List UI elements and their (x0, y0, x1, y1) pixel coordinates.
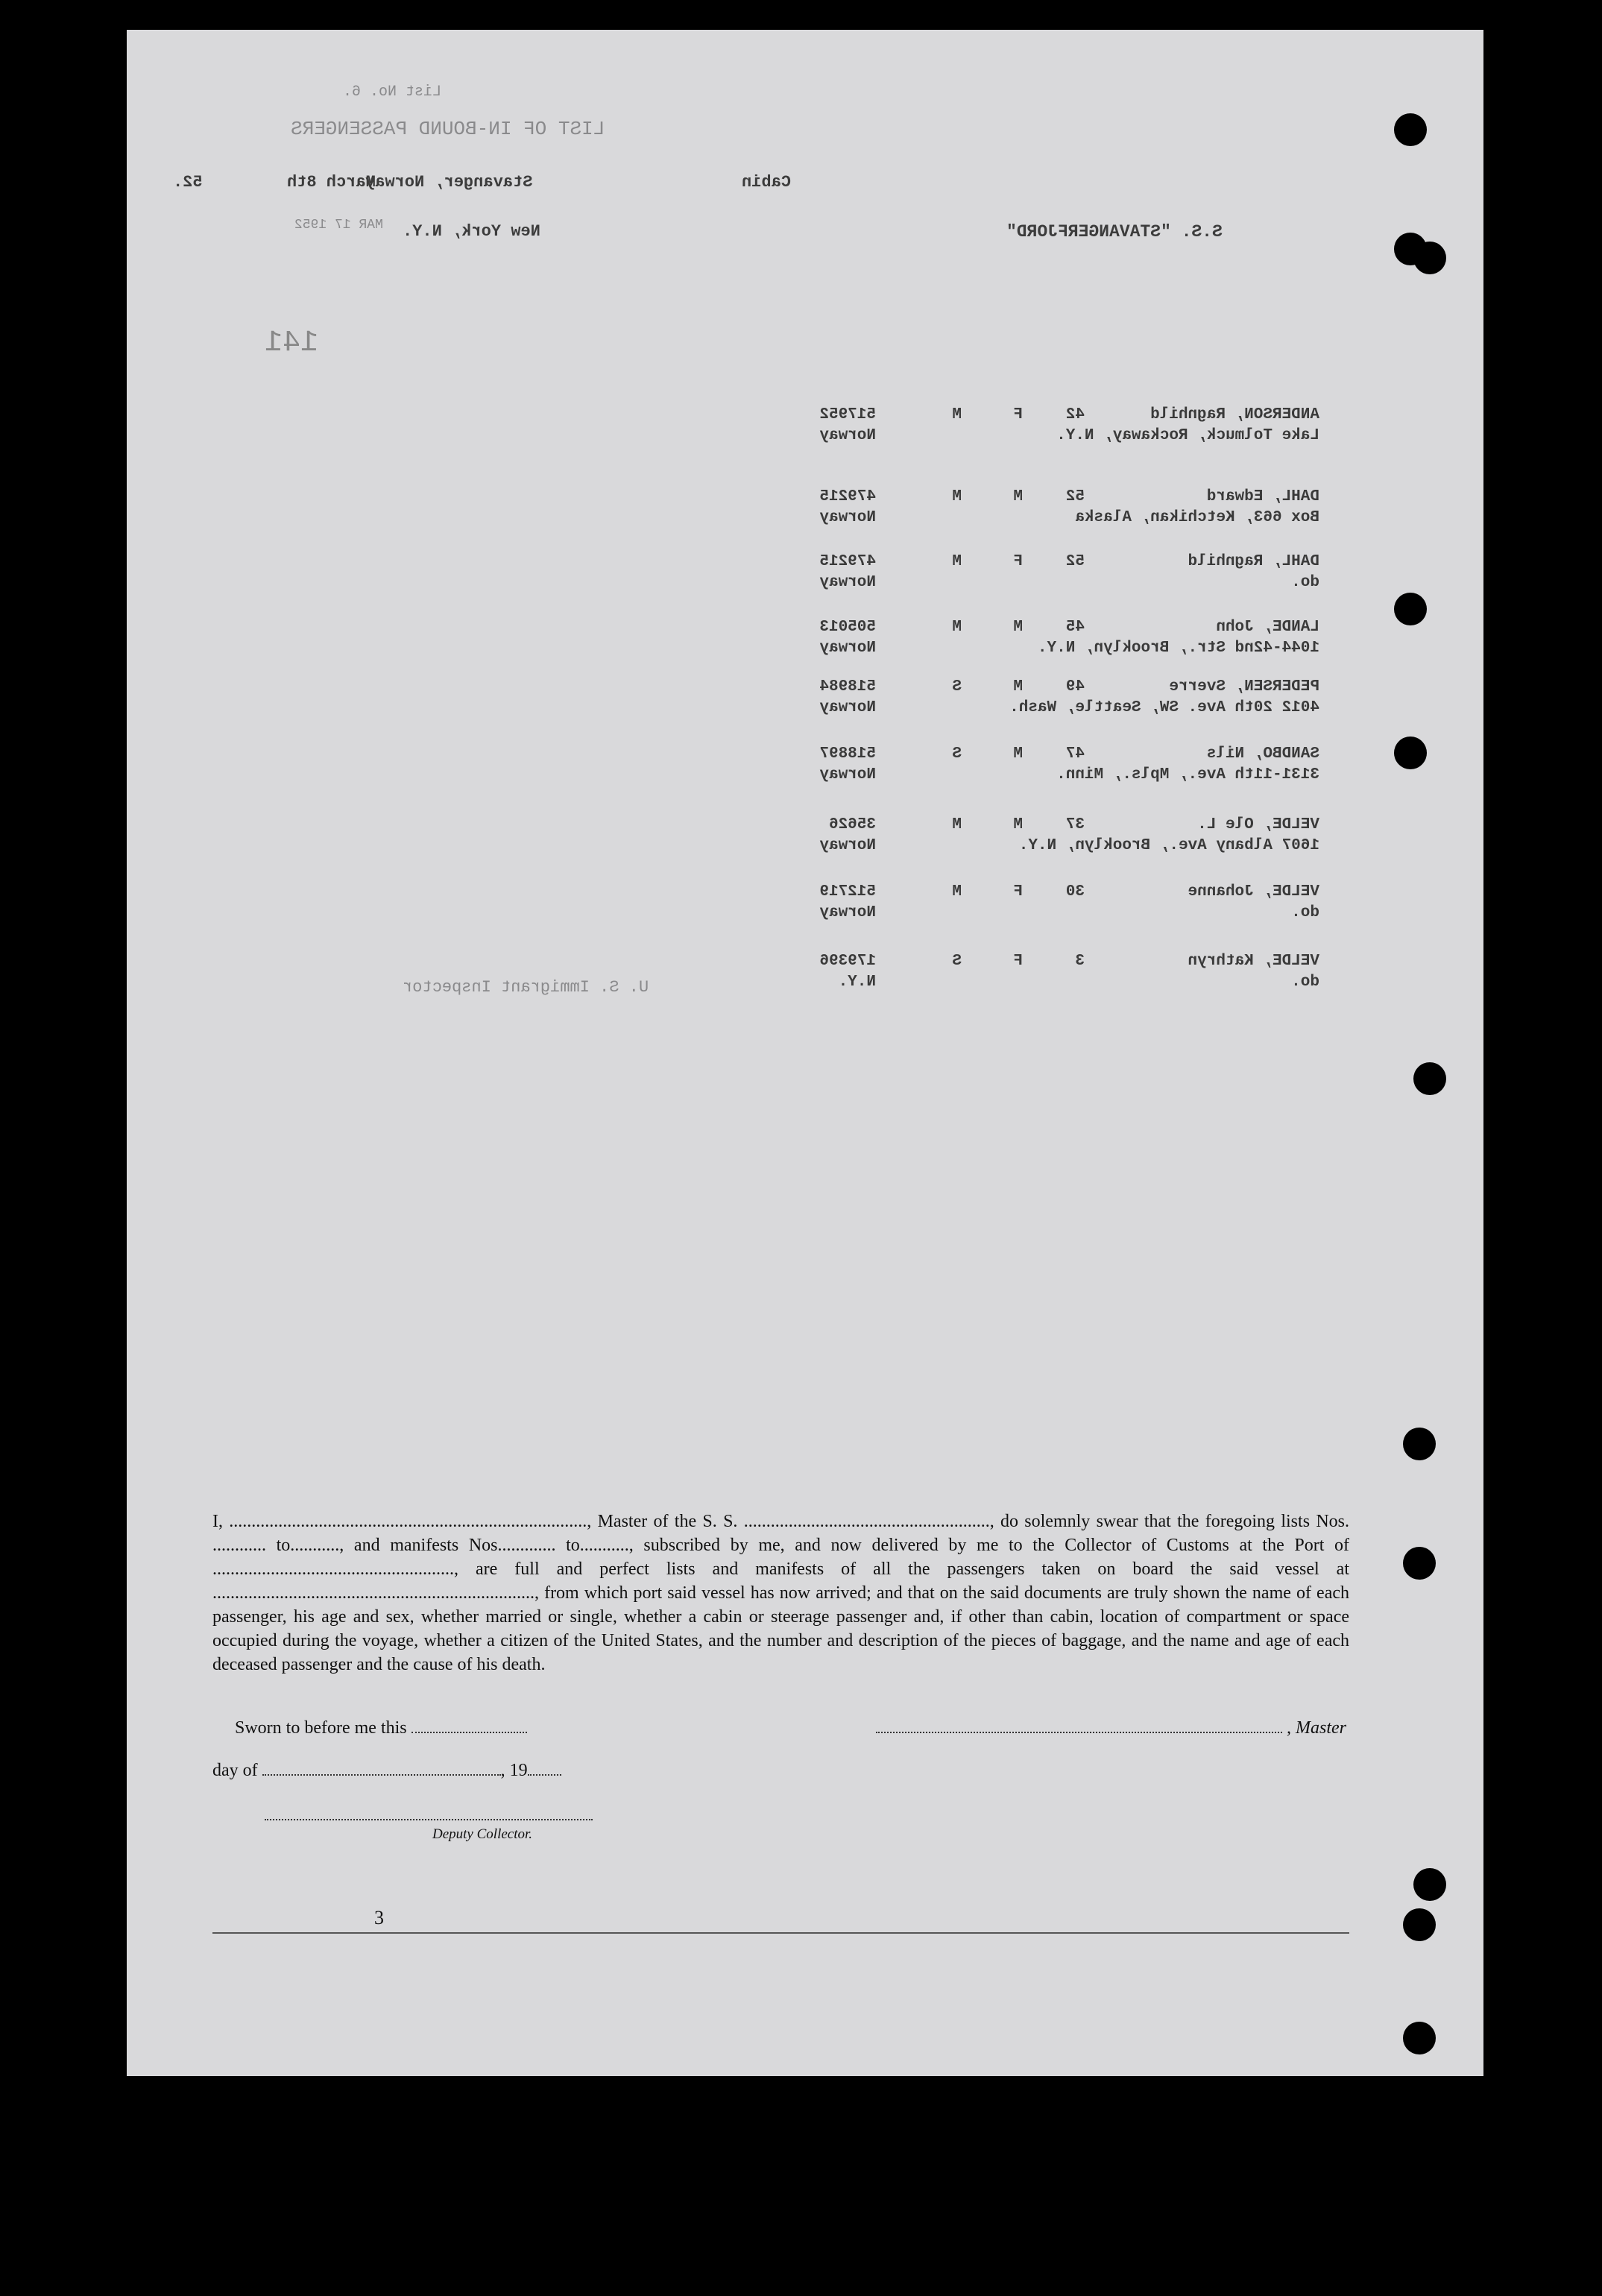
passenger-status: M (952, 816, 962, 833)
passenger-status: M (952, 883, 962, 901)
passenger-name: DAHL, Edward (1206, 488, 1319, 505)
passenger-age: 52 (1065, 488, 1085, 505)
passenger-number: 518984 (819, 678, 876, 696)
inspector-label: U. S. Immigrant Inspector (403, 978, 649, 997)
passenger-country: Norway (819, 766, 876, 783)
passenger-sex: M (1013, 816, 1023, 833)
passenger-name: PEDERSEN, Sverre (1169, 678, 1319, 696)
day-of-field (262, 1759, 501, 1776)
passenger-address: 1607 Albany Ave., Brooklyn, N.Y. (1018, 837, 1319, 854)
list-number: List No. 6. (343, 83, 442, 101)
passenger-sex: F (1013, 953, 1023, 970)
passenger-age: 3 (1075, 953, 1085, 970)
passenger-number: 179396 (819, 953, 876, 970)
passenger-age: 42 (1065, 406, 1085, 423)
punch-hole (1413, 242, 1446, 274)
passenger-country: Norway (819, 574, 876, 591)
passenger-sex: M (1013, 745, 1023, 763)
punch-hole (1403, 1908, 1436, 1941)
punch-hole (1413, 1868, 1446, 1901)
passenger-sex: F (1013, 406, 1023, 423)
passenger-number: 479215 (819, 553, 876, 570)
passenger-address: do. (1291, 974, 1319, 991)
sworn-label: Sworn to before me this (235, 1718, 407, 1738)
handwritten-number: 141 (265, 327, 319, 360)
manifest-page (127, 30, 1483, 2076)
passenger-status: S (952, 953, 962, 970)
passenger-entry (783, 745, 1319, 787)
passenger-address: do. (1291, 904, 1319, 921)
received-stamp: MAR 17 1952 (294, 218, 383, 233)
passenger-country: Norway (819, 837, 876, 854)
master-signature-field (876, 1717, 1282, 1733)
passenger-number: 479215 (819, 488, 876, 505)
passenger-country: Norway (819, 640, 876, 657)
passenger-sex: M (1013, 488, 1023, 505)
deputy-collector-label: Deputy Collector. (432, 1826, 533, 1842)
passenger-country: Norway (819, 904, 876, 921)
passenger-name: VELDE, Kathryn (1188, 953, 1319, 970)
passenger-status: S (952, 678, 962, 696)
passenger-number: 505013 (819, 619, 876, 636)
passenger-entry (783, 619, 1319, 660)
passenger-country: Norway (819, 699, 876, 716)
passenger-address: 3131-11th Ave., Mpls., Minn. (1056, 766, 1319, 783)
passenger-sex: M (1013, 678, 1023, 696)
page-mark: 3 (374, 1907, 384, 1928)
passenger-entry (783, 488, 1319, 530)
passenger-name: VELDE, Ole L. (1197, 816, 1319, 833)
punch-hole (1394, 737, 1427, 769)
punch-hole (1413, 1062, 1446, 1095)
year-prefix: , 19 (500, 1761, 528, 1780)
passenger-entry (783, 883, 1319, 925)
master-signature-line (876, 1717, 1346, 1738)
header-from-port: Stavanger, Norway (365, 173, 533, 192)
deputy-collector-line (265, 1819, 593, 1820)
punch-hole (1394, 113, 1427, 146)
passenger-name: VELDE, Johanne (1188, 883, 1319, 901)
day-of-label: day of (212, 1761, 258, 1780)
passenger-age: 37 (1065, 816, 1085, 833)
passenger-number: 518897 (819, 745, 876, 763)
header-date: March 8th (287, 173, 376, 192)
passenger-address: 4012 20th Ave. SW, Seattle, Wash. (1009, 699, 1319, 716)
passenger-status: M (952, 619, 962, 636)
passenger-sex: M (1013, 619, 1023, 636)
passenger-address: Lake Tolmuck, Rockaway, N.Y. (1056, 427, 1319, 444)
sworn-line (235, 1717, 527, 1738)
passenger-entry (783, 553, 1319, 595)
passenger-country: N.Y. (838, 974, 876, 991)
passenger-age: 45 (1065, 619, 1085, 636)
sworn-date-field (411, 1717, 527, 1733)
passenger-status: M (952, 553, 962, 570)
passenger-name: DAHL, Ragnhild (1188, 553, 1319, 570)
passenger-status: S (952, 745, 962, 763)
passenger-name: ANDERSON, Ragnhild (1150, 406, 1319, 423)
passenger-status: M (952, 488, 962, 505)
passenger-country: Norway (819, 509, 876, 526)
passenger-name: SANDBO, Nils (1206, 745, 1319, 763)
passenger-address: Box 663, Ketchikan, Alaska (1075, 509, 1319, 526)
day-of-line (212, 1759, 561, 1781)
master-oath: I, ................................................................................, Master of the S. S. ......................................................., do solemnly swear that the foregoing lists Nos. ............ to..........., and manifests Nos............. to..........., subscribed by me, and now delivered by me to the Collector of Customs at the Port of ......................................................, are full and perfect lists and manifests of all the passengers taken on board the said vessel at ........................................................................, from which port said vessel has now arrived; and that on the said documents are truly shown the name of each passenger, his age and sex, whether married or single, whether a cabin or steerage passenger and, if other than cabin, location of compartment or space occupied during the voyage, whether a citizen of the United States, and the number and description of the pieces of baggage, and the name and age of each deceased passenger and the cause of his death. (212, 1512, 1349, 1674)
header-class: Cabin (742, 173, 792, 192)
passenger-sex: F (1013, 553, 1023, 570)
passenger-entry (783, 953, 1319, 994)
passenger-address: do. (1291, 574, 1319, 591)
master-label: , Master (1287, 1718, 1346, 1738)
punch-hole (1403, 2022, 1436, 2054)
passenger-age: 30 (1065, 883, 1085, 901)
passenger-entry (783, 816, 1319, 858)
punch-hole (1394, 593, 1427, 625)
header-year: 52. (173, 173, 203, 192)
passenger-name: LANDE, John (1216, 619, 1319, 636)
list-title: LIST OF IN-BOUND PASSENGERS (291, 118, 605, 140)
passenger-entry (783, 678, 1319, 720)
passenger-number: 517952 (819, 406, 876, 423)
passenger-status: M (952, 406, 962, 423)
passenger-number: 35626 (828, 816, 876, 833)
bottom-rule (212, 1932, 1349, 1934)
header-arrival-port: New York, N.Y. (403, 222, 540, 241)
punch-hole (1403, 1428, 1436, 1460)
punch-hole (1403, 1547, 1436, 1580)
passenger-age: 52 (1065, 553, 1085, 570)
passenger-age: 47 (1065, 745, 1085, 763)
passenger-entry (783, 406, 1319, 448)
passenger-number: 512719 (819, 883, 876, 901)
passenger-address: 1044-42nd Str., Brooklyn, N.Y. (1037, 640, 1319, 657)
header-ship-name: S.S. "STAVANGERFJORD" (1006, 222, 1223, 242)
passenger-age: 49 (1065, 678, 1085, 696)
passenger-sex: F (1013, 883, 1023, 901)
passenger-country: Norway (819, 427, 876, 444)
year-field (528, 1759, 561, 1776)
